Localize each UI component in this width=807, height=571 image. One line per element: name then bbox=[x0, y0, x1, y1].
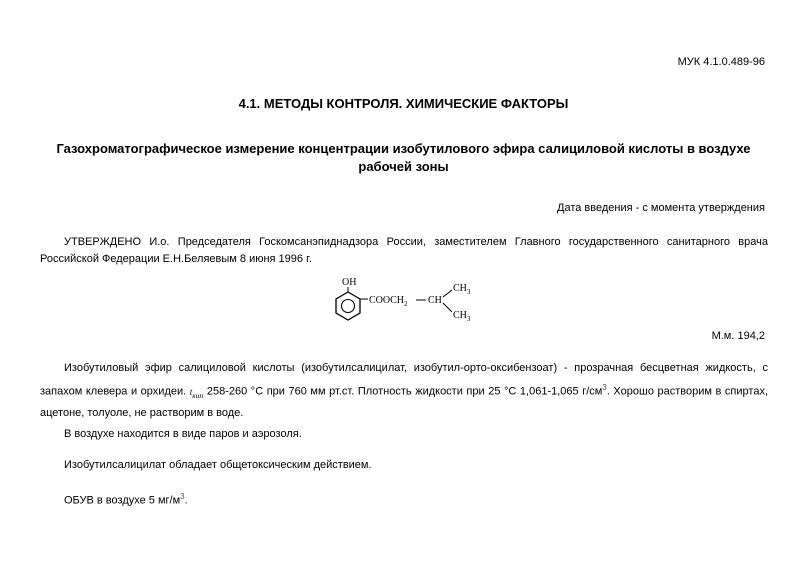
boiling-point-symbol: $t_{кип}$ bbox=[189, 386, 204, 400]
obuv-cube-superscript: 3 bbox=[180, 492, 185, 501]
state-paragraph: В воздухе находится в виде паров и аэрозоля. bbox=[64, 428, 302, 440]
ch-label: CH bbox=[428, 295, 442, 306]
aromatic-circle bbox=[342, 300, 355, 313]
description-part-1: Изобутиловый эфир салициловой кислоты (изобутилсалицилат, изобутил-орто-оксибензоат) - прозрачная бесцветная жидкость, с запахом клевера и орхидеи. bbox=[40, 362, 768, 398]
methyl-bond-bottom bbox=[443, 303, 452, 312]
introduction-date: Дата введения - с момента утверждения bbox=[557, 202, 765, 214]
description-part-2: 258-260 °С при 760 мм рт.ст. Плотность жидкости при 25 °С 1,061-1,065 г/см bbox=[206, 385, 603, 398]
benzene-ring bbox=[336, 292, 360, 320]
ester-group-label: $COOCH_2$ bbox=[369, 295, 408, 308]
methyl-bottom-label: $CH_3$ bbox=[453, 310, 471, 323]
methyl-bond-top bbox=[443, 290, 452, 297]
section-title: 4.1. МЕТОДЫ КОНТРОЛЯ. ХИМИЧЕСКИЕ ФАКТОРЫ bbox=[238, 96, 569, 111]
oh-label: OH bbox=[342, 277, 357, 288]
approval-paragraph: УТВЕРЖДЕНО И.о. Председателя Госкомсанэпиднадзора России, заместителем Главного государственного санитарного врача Российской Федерации Е.Н.Беляевым 8 июня 1996 г. bbox=[40, 236, 768, 265]
structural-formula-image bbox=[330, 276, 480, 328]
methyl-top-label: $CH_3$ bbox=[453, 283, 471, 296]
description-part-3: . Хорошо растворим в спиртах, ацетоне, толуоле, не растворим в воде. bbox=[40, 385, 768, 420]
document-title: Газохроматографическое измерение концентрации изобутилового эфира салициловой кислоты в воздухе рабочей зоны bbox=[56, 141, 751, 174]
obuv-paragraph: ОБУВ в воздухе 5 $мг/м^3$. bbox=[64, 492, 188, 507]
description-paragraph bbox=[40, 359, 768, 423]
molar-mass: М.м. 194,2 bbox=[711, 330, 765, 342]
toxicity-paragraph: Изобутилсалицилат обладает общетоксическим действием. bbox=[64, 459, 372, 471]
cube-superscript: 3 bbox=[602, 383, 607, 392]
structural-formula bbox=[330, 276, 480, 328]
document-code: МУК 4.1.0.489-96 bbox=[677, 56, 765, 68]
